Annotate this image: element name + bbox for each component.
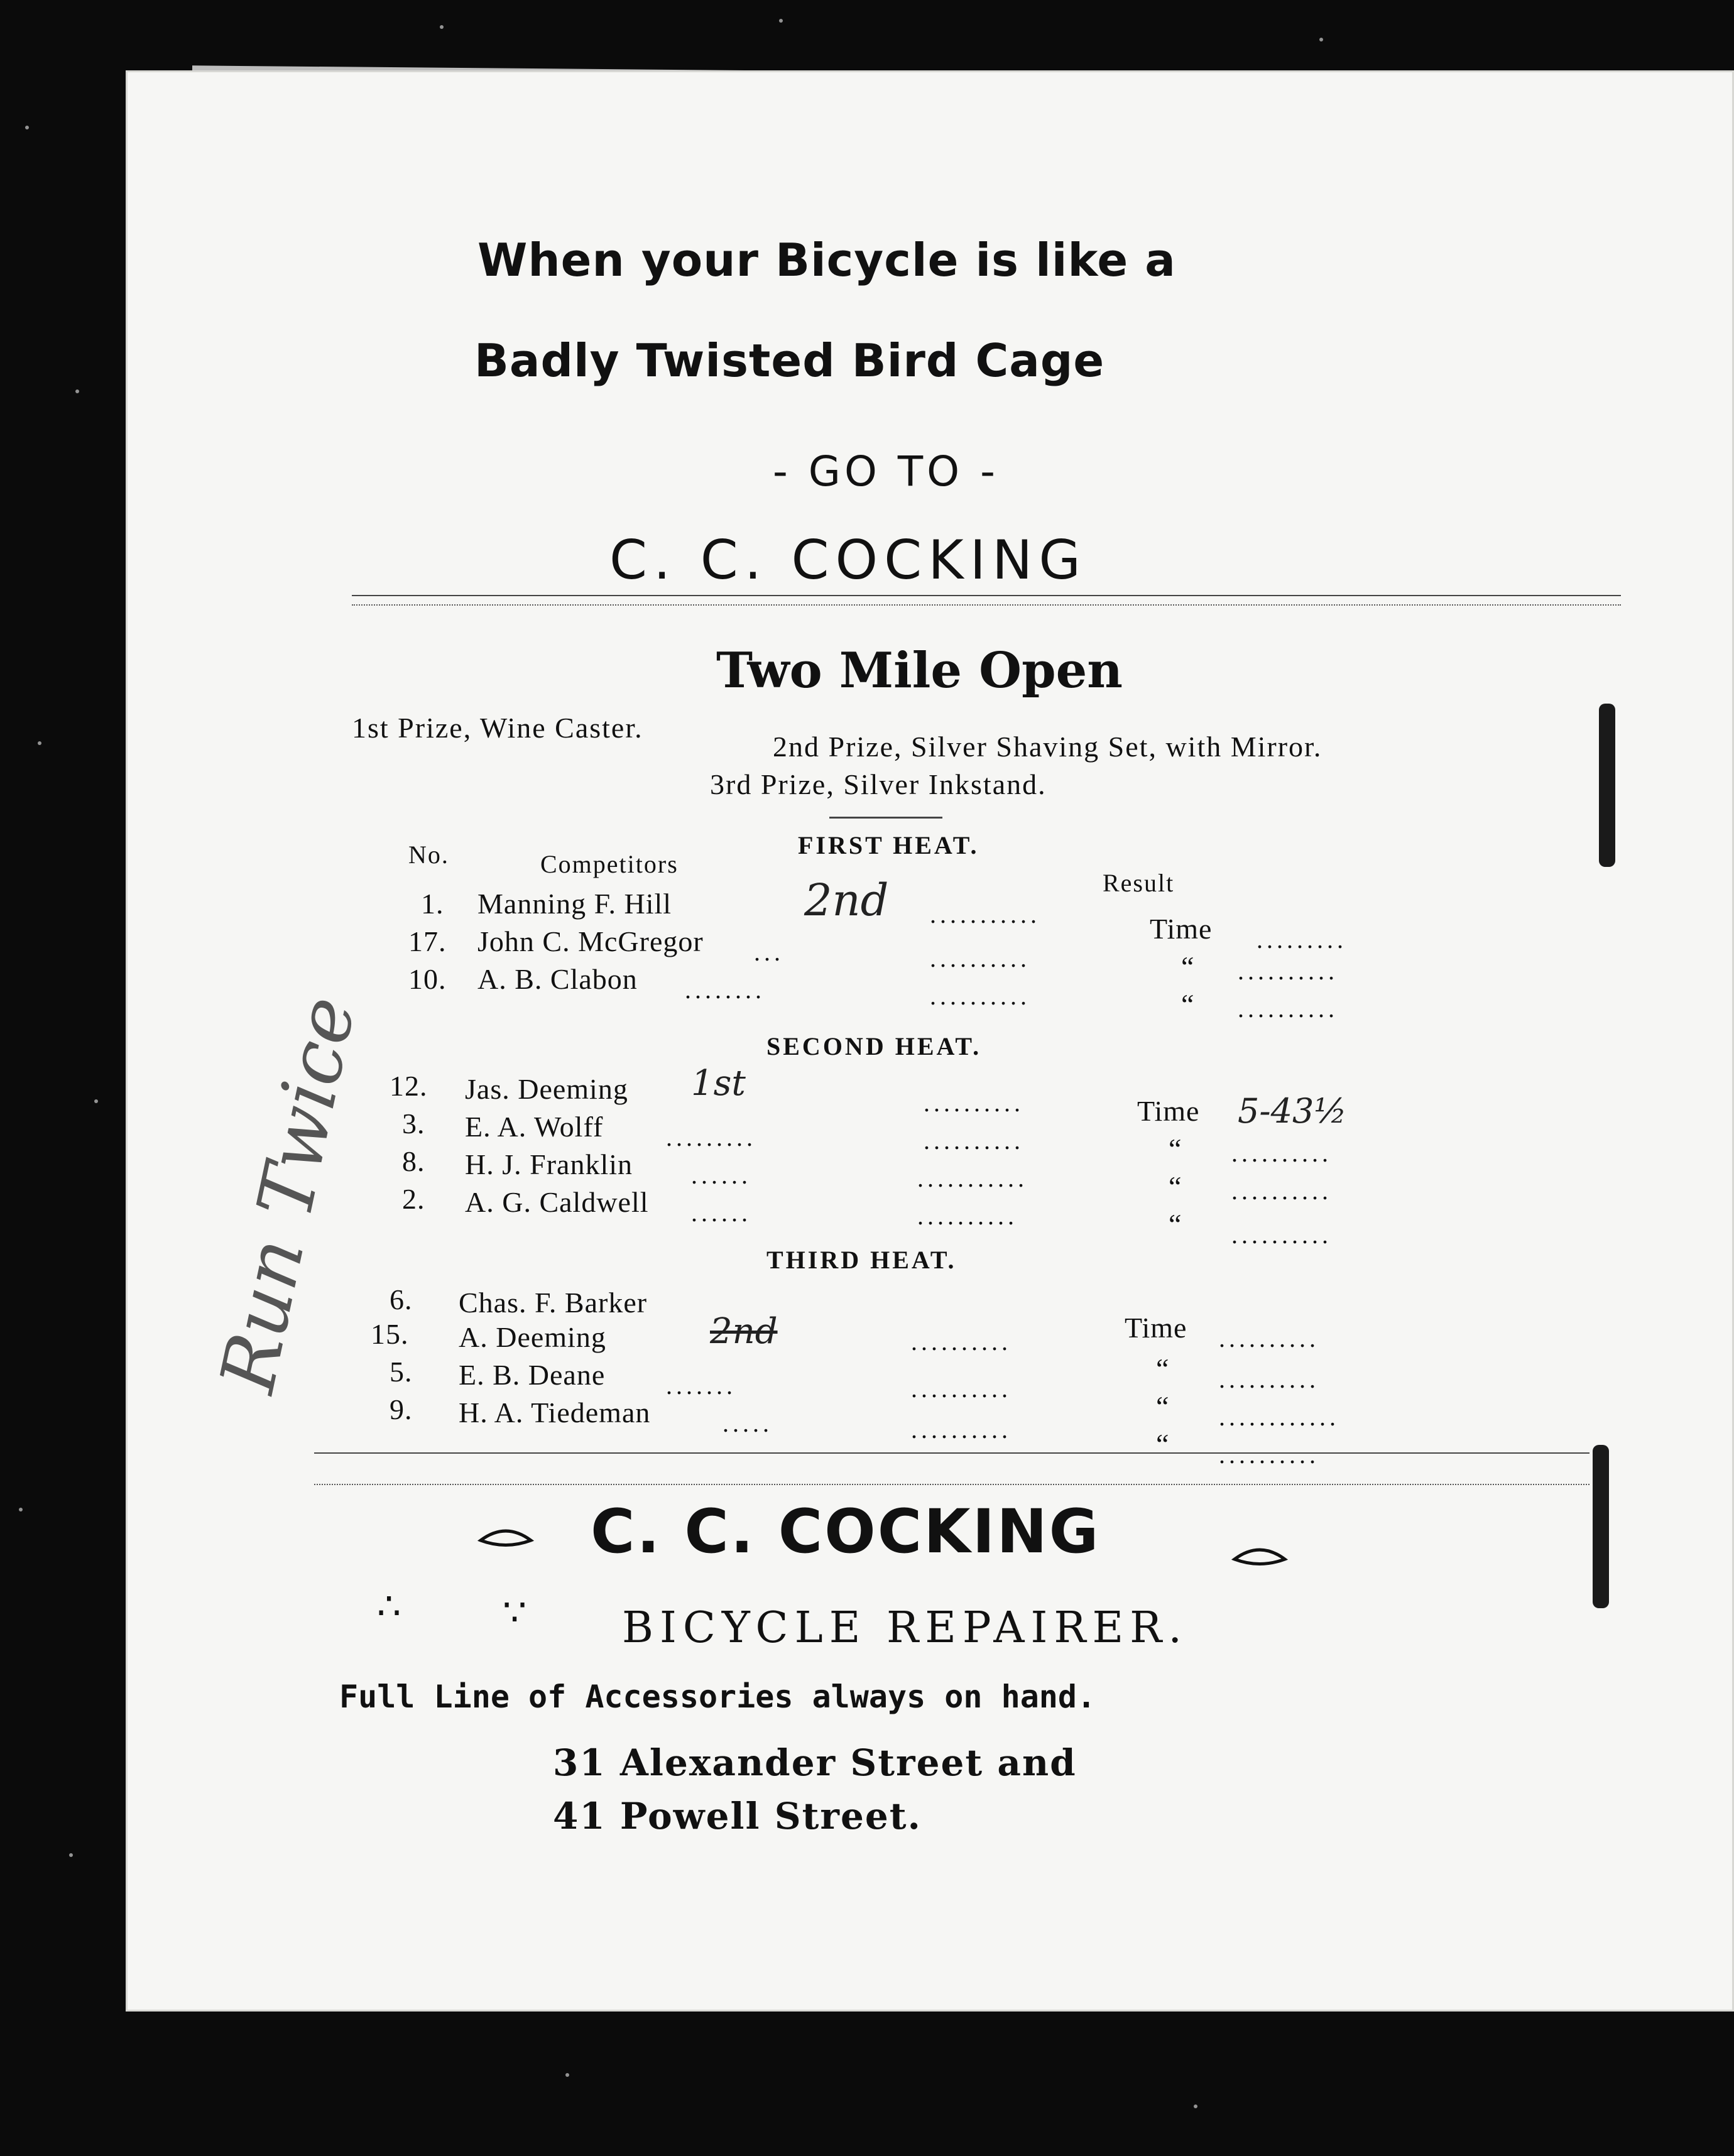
entry-time-label: Time	[1125, 1312, 1187, 1344]
leaf-ornament-icon	[1231, 1540, 1288, 1572]
leader-dots: ..........	[1219, 1440, 1319, 1469]
leader-dots: ..........	[911, 1375, 1012, 1403]
entry-ditto: “	[1169, 1208, 1182, 1240]
column-header-no: No.	[408, 841, 449, 869]
handwritten-placing-crossed: 2nd	[710, 1311, 778, 1352]
leader-dots: .........	[666, 1123, 756, 1152]
dust-speck	[38, 741, 41, 745]
entry-ditto: “	[1169, 1170, 1182, 1202]
leader-dots: .......	[666, 1371, 736, 1400]
leader-dots: ..........	[911, 1327, 1012, 1356]
entry-no: 10.	[408, 963, 447, 995]
leader-dots: ..........	[1231, 1177, 1332, 1205]
prize-third: 3rd Prize, Silver Inkstand.	[710, 768, 1047, 800]
divider	[314, 1452, 1590, 1454]
handwritten-time: 5-43½	[1238, 1091, 1347, 1131]
dot-ornament-icon: ∵	[503, 1592, 527, 1633]
divider-dotted	[352, 604, 1621, 606]
entry-no: 9.	[390, 1393, 413, 1425]
leader-dots: ...........	[917, 1164, 1028, 1192]
staple	[1599, 704, 1615, 867]
entry-name: A. B. Clabon	[477, 963, 638, 995]
heat-title: SECOND HEAT.	[766, 1032, 982, 1060]
leader-dots: ..........	[930, 982, 1030, 1010]
leader-dots: ..........	[924, 1089, 1024, 1117]
leader-dots: ........	[685, 976, 765, 1004]
entry-time-label: Time	[1150, 913, 1213, 945]
ad-address-2: 41 Powell Street.	[553, 1795, 922, 1838]
entry-name: Manning F. Hill	[477, 888, 672, 920]
entry-name: E. B. Deane	[459, 1359, 606, 1391]
entry-no: 5.	[390, 1356, 413, 1388]
entry-no: 15.	[371, 1318, 409, 1350]
entry-no: 8.	[402, 1145, 425, 1177]
staple	[1593, 1445, 1609, 1608]
entry-name: John C. McGregor	[477, 925, 704, 957]
prize-second: 2nd Prize, Silver Shaving Set, with Mirror.	[773, 731, 1322, 763]
entry-ditto: “	[1181, 988, 1195, 1020]
ad-headline-1: When your Bicycle is like a	[477, 234, 1176, 286]
entry-ditto: “	[1181, 950, 1195, 983]
event-title: Two Mile Open	[716, 642, 1123, 699]
leader-dots: ......	[691, 1199, 751, 1227]
ad-repairer: BICYCLE REPAIRER.	[622, 1603, 1188, 1653]
entry-no: 3.	[402, 1108, 425, 1140]
heat-title: FIRST HEAT.	[798, 831, 979, 859]
dust-speck	[779, 19, 783, 23]
ad-address-1: 31 Alexander Street and	[553, 1741, 1077, 1784]
column-header-result: Result	[1103, 869, 1175, 897]
leader-dots: ..........	[1219, 1365, 1319, 1393]
column-header-competitors: Competitors	[540, 850, 679, 878]
entry-ditto: “	[1169, 1133, 1182, 1165]
entry-name: H. A. Tiedeman	[459, 1396, 651, 1429]
leader-dots: ............	[1219, 1403, 1339, 1431]
entry-no: 17.	[408, 925, 447, 957]
dust-speck	[75, 389, 79, 393]
entry-time-label: Time	[1137, 1095, 1200, 1127]
program-page	[126, 70, 1734, 2012]
entry-no: 2.	[402, 1183, 425, 1215]
entry-ditto: “	[1156, 1353, 1170, 1385]
entry-name: Jas. Deeming	[465, 1073, 628, 1105]
entry-name: Chas. F. Barker	[459, 1287, 648, 1319]
dust-speck	[19, 1508, 23, 1511]
heat-title: THIRD HEAT.	[766, 1246, 957, 1274]
leader-dots: .........	[1257, 925, 1347, 954]
leader-dots: .....	[722, 1409, 773, 1437]
entry-ditto: “	[1156, 1390, 1170, 1422]
leader-dots: ..........	[917, 1202, 1018, 1230]
leader-dots: ..........	[1238, 994, 1338, 1023]
handwritten-placing: 2nd	[804, 874, 889, 926]
entry-no: 1.	[421, 888, 444, 920]
divider	[352, 595, 1621, 596]
divider-dotted	[314, 1484, 1590, 1485]
dust-speck	[565, 2073, 569, 2077]
leader-dots: ..........	[1231, 1139, 1332, 1167]
leaf-ornament-icon	[477, 1522, 534, 1553]
handwritten-placing: 1st	[691, 1063, 746, 1104]
entry-no: 6.	[390, 1283, 413, 1315]
leader-dots: ..........	[1231, 1221, 1332, 1249]
leader-dots: ...	[754, 938, 784, 966]
leader-dots: ...........	[930, 900, 1040, 928]
dust-speck	[440, 25, 444, 29]
leader-dots: ......	[691, 1161, 751, 1189]
entry-ditto: “	[1156, 1428, 1170, 1460]
ad-headline-2: Badly Twisted Bird Cage	[474, 334, 1105, 387]
dust-speck	[25, 126, 29, 129]
ad-goto: - GO TO -	[773, 447, 999, 496]
dust-speck	[94, 1099, 98, 1103]
dust-speck	[69, 1853, 73, 1857]
leader-dots: ..........	[930, 944, 1030, 972]
leader-dots: ..........	[1238, 957, 1338, 985]
ad-brand-top: C. C. COCKING	[609, 529, 1087, 592]
leader-dots: ..........	[924, 1126, 1024, 1155]
entry-name: A. G. Caldwell	[465, 1186, 649, 1218]
ad-brand-bottom: C. C. COCKING	[591, 1496, 1101, 1567]
entry-name: A. Deeming	[459, 1321, 606, 1353]
entry-name: E. A. Wolff	[465, 1111, 604, 1143]
dust-speck	[1194, 2104, 1197, 2108]
entry-no: 12.	[390, 1070, 428, 1102]
leader-dots: ..........	[911, 1415, 1012, 1444]
ad-accessories: Full Line of Accessories always on hand.	[339, 1679, 1096, 1715]
dust-speck	[1319, 38, 1323, 41]
handwritten-margin-note: Run Twice	[204, 989, 373, 1400]
entry-name: H. J. Franklin	[465, 1148, 633, 1180]
dot-ornament-icon: ∴	[377, 1586, 401, 1627]
leader-dots: ..........	[1219, 1324, 1319, 1353]
prize-underline	[829, 817, 942, 819]
prize-first: 1st Prize, Wine Caster.	[352, 712, 643, 744]
